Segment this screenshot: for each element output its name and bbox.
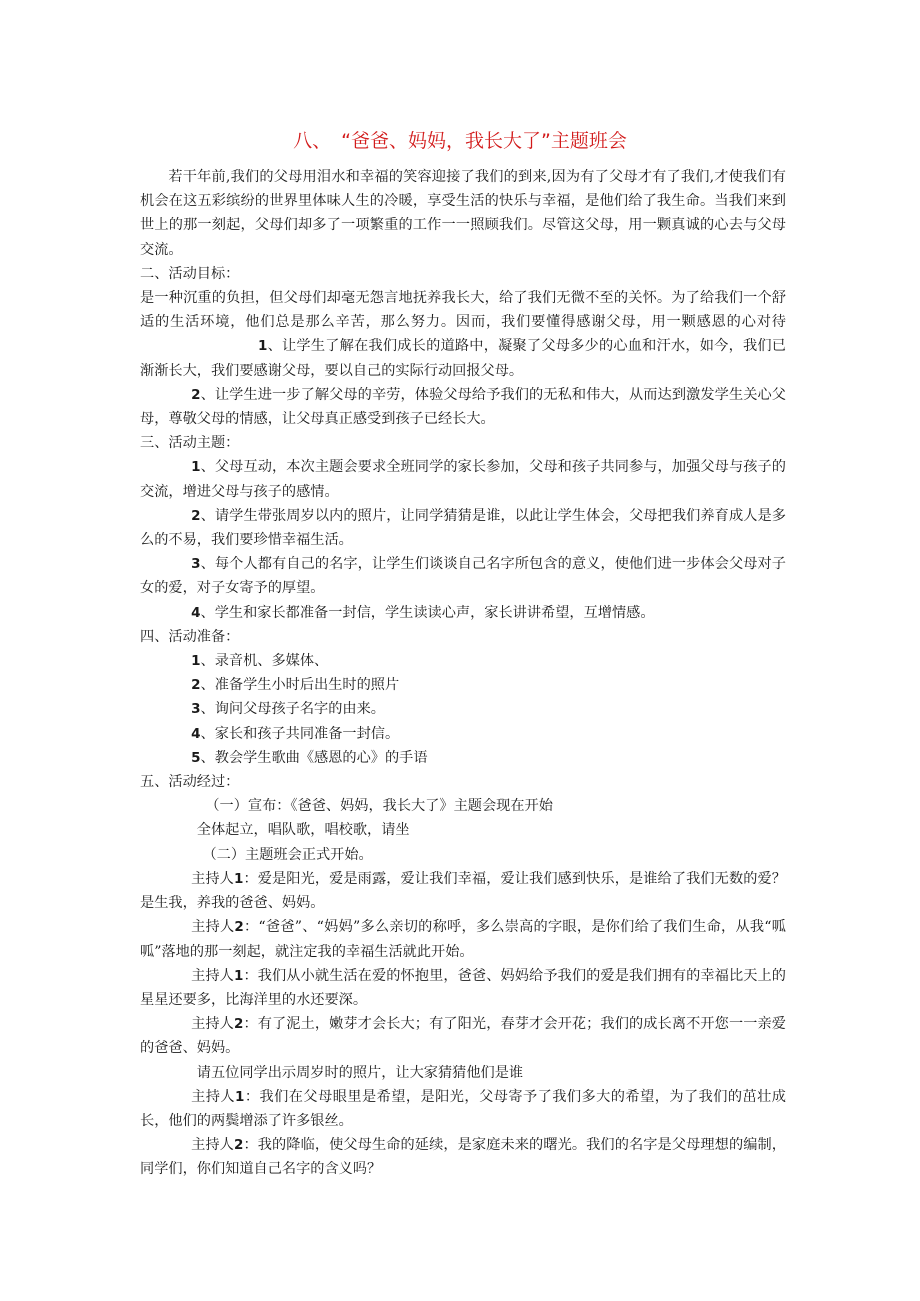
theme-item-1-text: 、父母互动，本次主题会要求全班同学的家长参加，父母和孩子共同参与，加强父母与孩子的交流，增进父母与孩子的感情。 (140, 459, 786, 500)
section-3-heading: 三、活动主题： (140, 435, 240, 452)
prep-item-5 (140, 746, 786, 770)
prep-item-4 (140, 722, 786, 746)
document-title (0, 126, 920, 156)
intro-paragraph: 若干年前,我们的父母用泪水和幸福的笑容迎接了我们的到来,因为有了父母才有了我们,才使我们有机会在这五彩缤纷的世界里体味人生的冷暖，享受生活的快乐与幸福，是他们给了我生命。当我们来到世上的那一刻起，父母们却多了一项繁重的工作一一照顾我们。尽管这父母，用一颗真诚的心去与父母交流。 (140, 169, 786, 258)
theme-item-1 (140, 455, 786, 503)
host-line-3-text: ：我们从小就生活在爱的怀抱里，爸爸、妈妈给予我们的爱是我们拥有的幸福比天上的星星还要多，比海洋里的水还要深。 (140, 967, 786, 1008)
step-1: （一）宣布：《爸爸、妈妈，我长大了》主题会现在开始 (205, 798, 553, 815)
host-line-1 (140, 867, 786, 915)
theme-item-3 (140, 552, 786, 600)
host-label: 主持人 (191, 1088, 236, 1105)
host-label: 主持人 (191, 1016, 234, 1033)
host-line-6 (140, 1133, 786, 1181)
theme-item-4-text: 、学生和家长都准备一封信，学生读读心声，家长讲讲希望，互增情感。 (200, 604, 655, 621)
theme-item-3-text: 、每个人都有自己的名字，让学生们谈谈自己名字所包含的意义，使他们进一步体会父母对子女的爱，对子女寄予的厚望。 (140, 556, 786, 597)
prep-item-4-number: 4 (191, 725, 201, 742)
host-number: 1 (235, 1088, 245, 1105)
prep-item-2-text: 、准备学生小时后出生时的照片 (200, 677, 400, 694)
section-2-heading: 二、活动目标： (140, 265, 240, 282)
prep-item-3 (140, 697, 786, 721)
goal-1-text: 、让学生了解在我们成长的道路中，凝聚了父母多少的心血和汗水，如今，我们已渐渐长大，我们要感谢父母，要以自己的实际行动回报父母。 (140, 338, 786, 379)
host-number: 1 (233, 870, 244, 887)
host-number: 2 (234, 919, 244, 936)
theme-item-2-text: 、请学生带张周岁以内的照片，让同学猜猜是谁，以此让学生体会，父母把我们养育成人是多么的不易，我们要珍惜幸福生活。 (140, 507, 786, 549)
section-2-body: 是一种沉重的负担，但父母们却毫无怨言地抚养我长大，给了我们无微不至的关怀。为了给我们一个舒适的生活环境，他们总是那么辛苦，那么努力。因而，我们要懂得感谢父母，用一颗感恩的心对待 (140, 290, 786, 331)
host-number: 1 (233, 967, 244, 984)
host-number: 2 (233, 1016, 244, 1033)
section-2-paragraph (140, 286, 786, 383)
document-body (140, 165, 786, 1182)
prep-item-1-number: 1 (191, 653, 201, 670)
prep-item-3-text: 、询问父母孩子名字的由来。 (200, 701, 385, 718)
host-label: 主持人 (191, 1137, 234, 1154)
title-text: “爸爸、妈妈，我长大了”主题班会 (341, 130, 627, 152)
photo-note: 请五位同学出示周岁时的照片，让大家猜猜他们是谁 (196, 1064, 524, 1081)
prep-item-2 (140, 673, 786, 697)
goal-1-number: 1 (258, 338, 268, 355)
goal-2-text: 、让学生进一步了解父母的辛劳，体验父母给予我们的无私和伟大，从而达到激发学生关心父母，尊敬父母的情感，让父母真正感受到孩子已经长大。 (140, 386, 786, 428)
host-line-2-text: ：“爸爸”、“妈妈”多么亲切的称呼，多么崇高的字眼，是你们给了我们生命，从我“呱呱”落地的那一刻起，就注定我的幸福生活就此开始。 (140, 919, 786, 960)
host-label: 主持人 (191, 967, 234, 984)
step-2: （二）主题班会正式开始。 (202, 846, 373, 863)
prep-item-5-number: 5 (191, 749, 201, 766)
section-5-heading: 五、活动经过： (140, 774, 240, 791)
host-line-5-text: ：我们在父母眼里是希望，是阳光，父母寄予了我们多大的希望，为了我们的茁壮成长，他们的两鬓增添了许多银丝。 (140, 1088, 786, 1129)
theme-item-1-number: 1 (191, 459, 201, 476)
host-line-4-text: ：有了泥土，嫩芽才会长大；有了阳光，春芽才会开花；我们的成长离不开您一一亲爱的爸爸、妈妈。 (140, 1016, 786, 1057)
host-line-5 (140, 1085, 786, 1133)
host-line-6-text: ：我的降临，使父母生命的延续，是家庭未来的曙光。我们的名字是父母理想的编制，同学们，你们知道自己名字的含义吗？ (140, 1137, 786, 1178)
theme-item-4 (140, 601, 786, 625)
host-line-2 (140, 915, 786, 963)
section-4-heading: 四、活动准备： (140, 628, 240, 645)
theme-item-2-number: 2 (191, 507, 201, 524)
title-number: 八、 (293, 130, 332, 152)
prep-item-2-number: 2 (191, 677, 201, 694)
host-label: 主持人 (191, 919, 235, 936)
host-line-3 (140, 964, 786, 1012)
theme-item-4-number: 4 (191, 604, 201, 621)
theme-item-3-number: 3 (191, 556, 201, 573)
prep-item-1-text: 、录音机、多媒体、 (200, 653, 329, 670)
host-label: 主持人 (191, 870, 234, 887)
prep-item-1 (140, 649, 786, 673)
host-number: 2 (233, 1137, 244, 1154)
prep-item-5-text: 、教会学生歌曲《感恩的心》的手语 (200, 749, 428, 766)
prep-item-3-number: 3 (191, 701, 201, 718)
theme-item-2 (140, 504, 786, 552)
step-1-note: 全体起立，唱队歌，唱校歌，请坐 (196, 822, 410, 839)
prep-item-4-text: 、家长和孩子共同准备一封信。 (200, 725, 400, 742)
host-line-4 (140, 1012, 786, 1060)
host-line-1-text: ：爱是阳光，爱是雨露，爱让我们幸福，爱让我们感到快乐，是谁给了我们无数的爱？是生我，养我的爸爸、妈妈。 (140, 870, 786, 912)
goal-2-paragraph (140, 383, 786, 431)
goal-2-number: 2 (191, 386, 201, 403)
